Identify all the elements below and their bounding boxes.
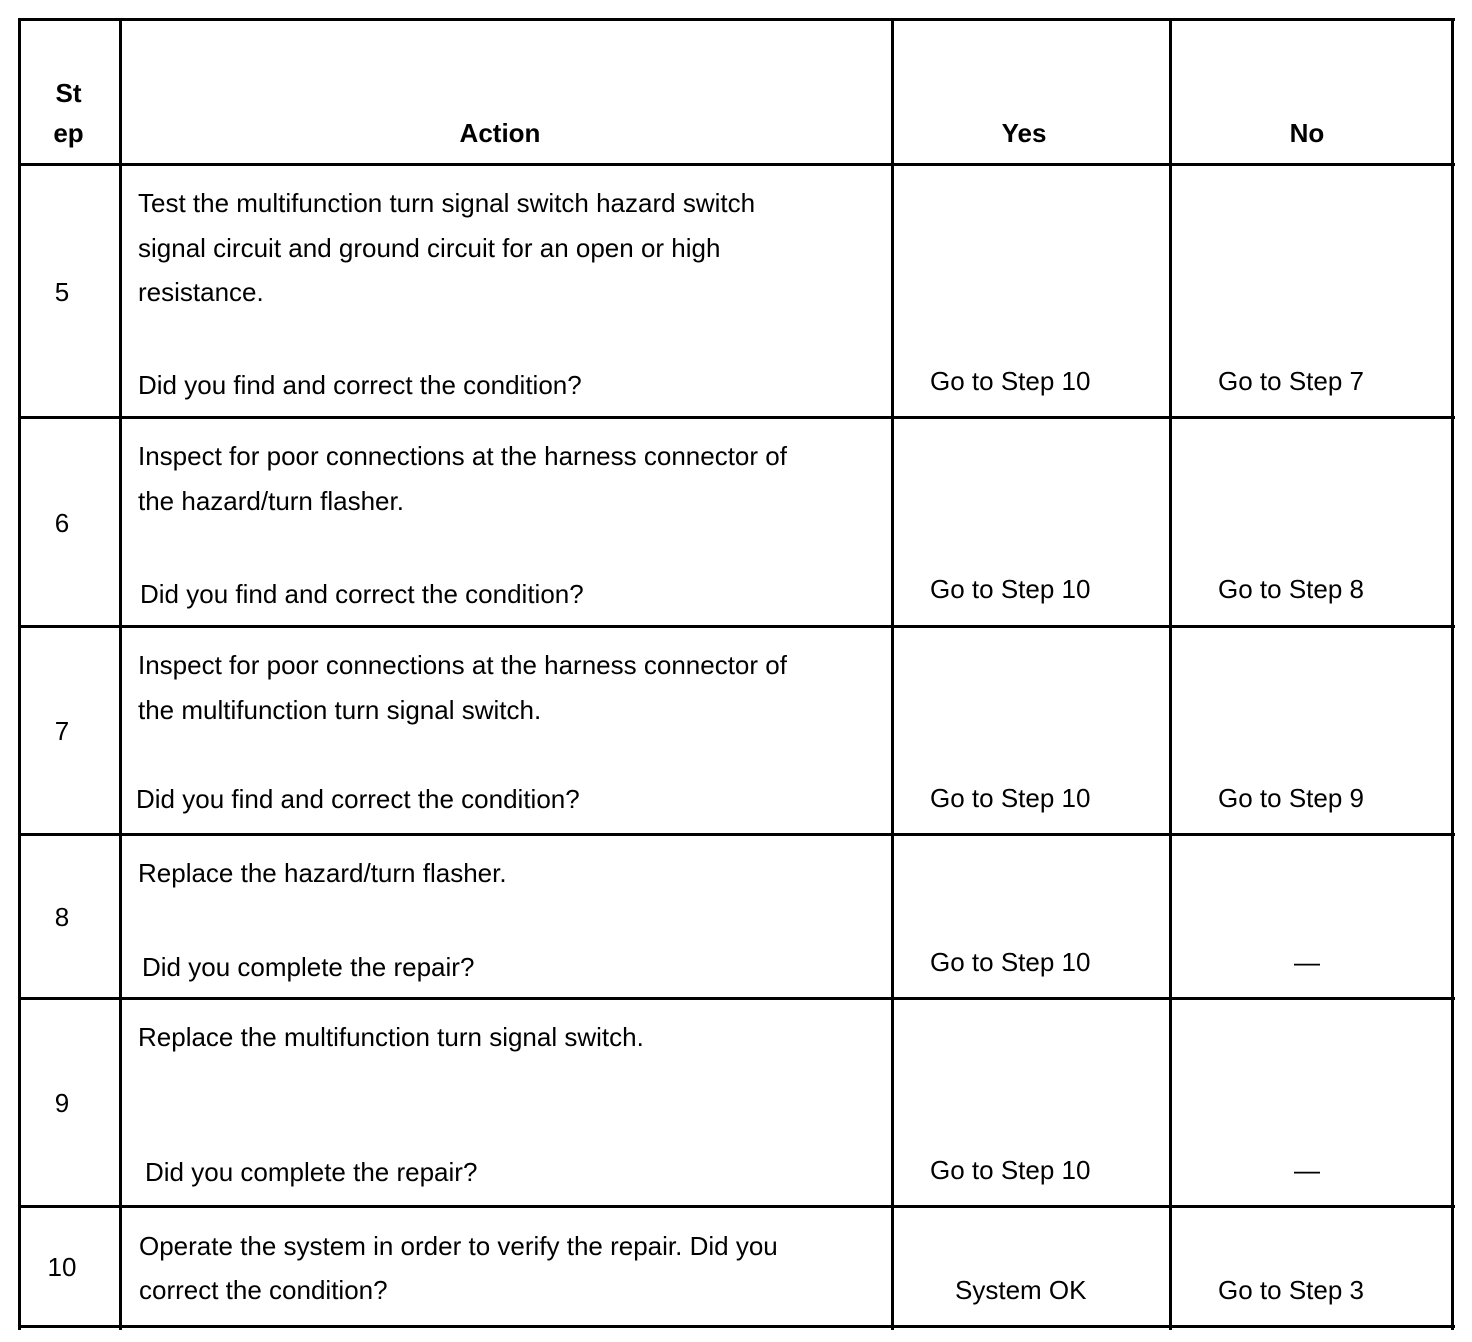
row-question-text: Did you complete the repair? [145,1157,478,1187]
row-yes-result: Go to Step 10 [930,366,1091,396]
row-action-text: correct the condition? [139,1275,388,1305]
header-step-line2: ep [53,118,84,148]
header-step-line1: St [55,78,82,108]
row-action-text: resistance. [138,277,264,307]
row-divider [18,833,1455,836]
row-no-result: Go to Step 9 [1218,783,1364,813]
row-step-number: 9 [54,1088,70,1118]
row-action-text: the hazard/turn flasher. [138,486,404,516]
row-divider [18,416,1455,419]
row-question-text: Did you find and correct the condition? [136,784,580,814]
row-yes-result: Go to Step 10 [930,1155,1091,1185]
row-question-text: Did you find and correct the condition? [138,370,582,400]
row-step-number: 6 [54,508,70,538]
row-yes-result: Go to Step 10 [930,947,1091,977]
table-border-top [18,18,1455,21]
row-step-number: 7 [54,716,70,746]
row-action-text: the multifunction turn signal switch. [138,695,542,725]
row-question-text: Did you find and correct the condition? [140,579,584,609]
row-no-result: Go to Step 7 [1218,366,1364,396]
table-border-right [1451,18,1454,1330]
diagnostic-table [18,18,1455,1330]
table-border-bottom [18,1325,1455,1328]
table-border-left [18,18,21,1330]
row-action-text: Inspect for poor connections at the harness connector of [138,441,787,471]
header-divider [18,163,1455,166]
row-action-text: Operate the system in order to verify the repair. Did you [139,1231,778,1261]
row-yes-result: Go to Step 10 [930,574,1091,604]
row-yes-result: System OK [955,1275,1087,1305]
column-divider-step [119,18,122,1330]
row-divider [18,1205,1455,1208]
row-no-result: — [1294,947,1320,977]
column-divider-yes [1169,18,1172,1330]
row-no-result: — [1294,1155,1320,1185]
row-no-result: Go to Step 3 [1218,1275,1364,1305]
header-action: Action [459,118,541,148]
row-action-text: Inspect for poor connections at the harness connector of [138,650,787,680]
row-no-result: Go to Step 8 [1218,574,1364,604]
row-yes-result: Go to Step 10 [930,783,1091,813]
row-step-number: 5 [54,277,70,307]
row-divider [18,625,1455,628]
header-no: No [1289,118,1325,148]
row-question-text: Did you complete the repair? [142,952,475,982]
row-divider [18,997,1455,1000]
row-action-text: Test the multifunction turn signal switch hazard switch [138,188,756,218]
header-yes: Yes [1001,118,1047,148]
row-step-number: 10 [47,1252,77,1282]
row-action-text: signal circuit and ground circuit for an open or high [138,233,721,263]
row-action-text: Replace the hazard/turn flasher. [138,858,507,888]
column-divider-action [891,18,894,1330]
row-action-text: Replace the multifunction turn signal switch. [138,1022,644,1052]
row-step-number: 8 [54,902,70,932]
